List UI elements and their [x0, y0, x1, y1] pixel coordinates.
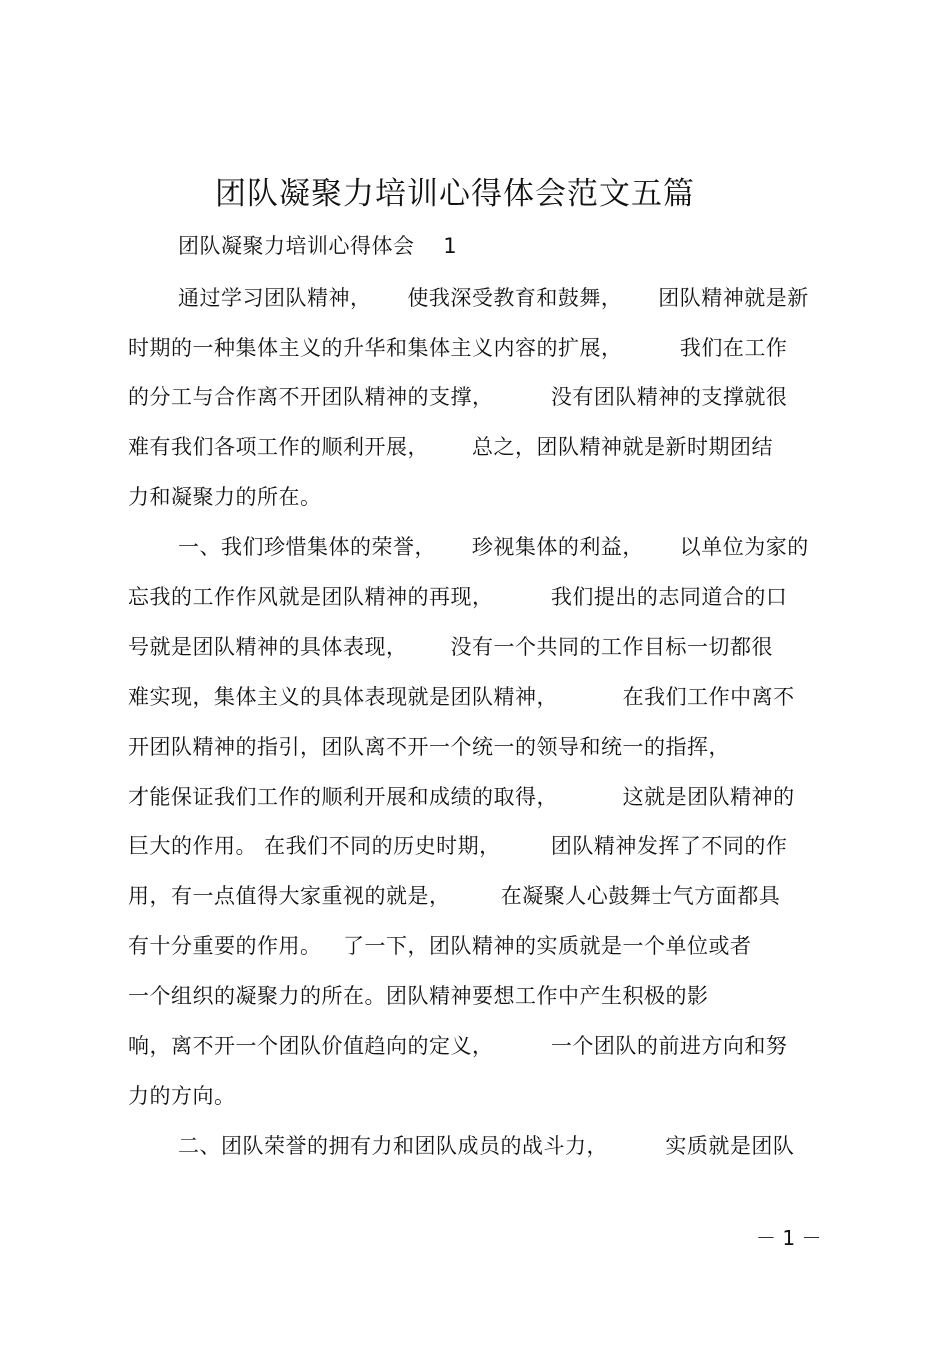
body-text-line: 难有我们各项工作的顺利开展， 总之，团队精神就是新时期团结 [128, 435, 774, 459]
body-text-line: 二、团队荣誉的拥有力和团队成员的战斗力， 实质就是团队 [178, 1134, 795, 1158]
body-text-line: 力和凝聚力的所在。 [128, 485, 322, 509]
body-text-line: 难实现，集体主义的具体表现就是团队精神， 在我们工作中离不 [128, 685, 795, 709]
body-text-line: 响，离不开一个团队价值趋向的定义， 一个团队的前进方向和努 [128, 1034, 788, 1058]
body-text-line: 通过学习团队精神， 使我深受教育和鼓舞， 团队精神就是新 [178, 286, 809, 310]
page-number: － 1 － [756, 1226, 822, 1250]
body-text-line: 一个组织的凝聚力的所在。团队精神要想工作中产生积极的影 [128, 984, 709, 1008]
document-title: 团队凝聚力培训心得体会范文五篇 [215, 176, 695, 212]
subtitle-number: 1 [443, 234, 458, 258]
body-text-line: 才能保证我们工作的顺利开展和成绩的取得， 这就是团队精神的 [128, 785, 795, 809]
document-subtitle [178, 230, 457, 260]
body-text-line: 一、我们珍惜集体的荣誉， 珍视集体的利益， 以单位为家的 [178, 535, 809, 559]
body-text-line: 用，有一点值得大家重视的就是， 在凝聚人心鼓舞士气方面都具 [128, 884, 781, 908]
subtitle-text: 团队凝聚力培训心得体会 [178, 234, 415, 258]
body-text-line: 巨大的作用。 在我们不同的历史时期， 团队精神发挥了不同的作 [128, 834, 788, 858]
body-text-line: 开团队精神的指引，团队离不开一个统一的领导和统一的指挥， [128, 735, 730, 759]
body-text-line: 力的方向。 [128, 1084, 236, 1108]
body-text-line: 忘我的工作作风就是团队精神的再现， 我们提出的志同道合的口 [128, 585, 788, 609]
body-text-line: 号就是团队精神的具体表现， 没有一个共同的工作目标一切都很 [128, 635, 774, 659]
body-text-line: 的分工与合作离不开团队精神的支撑， 没有团队精神的支撑就很 [128, 385, 788, 409]
body-text-line: 有十分重要的作用。 了一下，团队精神的实质就是一个单位或者 [128, 934, 752, 958]
body-text-line: 时期的一种集体主义的升华和集体主义内容的扩展， 我们在工作 [128, 336, 788, 360]
